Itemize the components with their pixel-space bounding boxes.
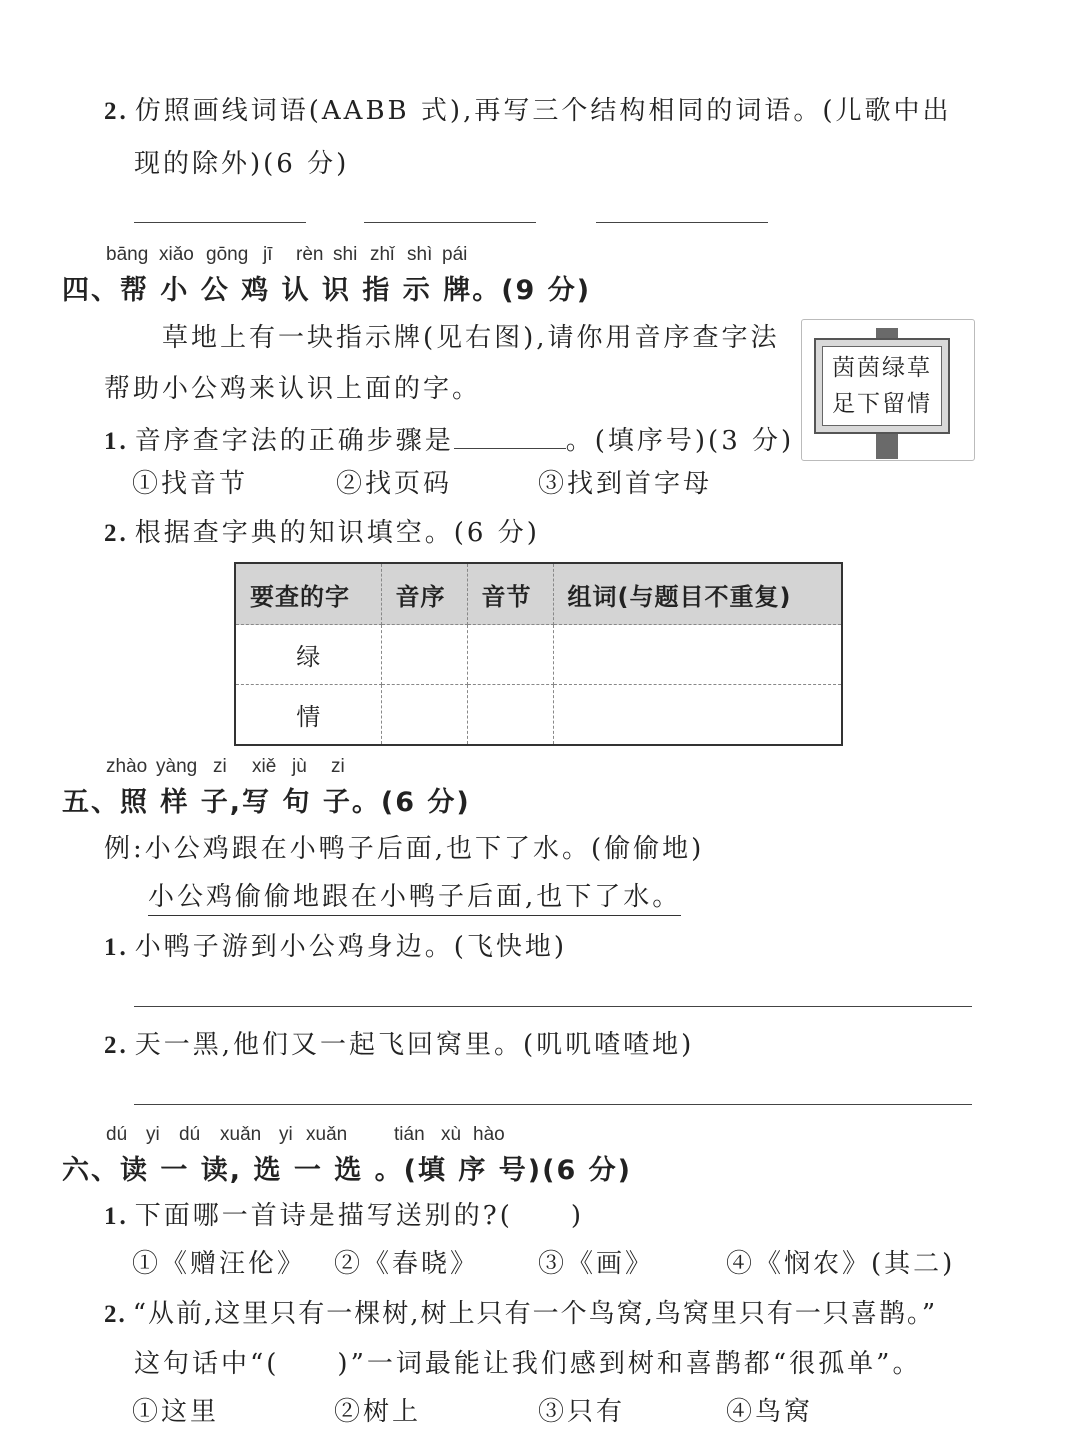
sec4-q1-text: 音序查字法的正确步骤是 [134, 426, 454, 456]
pinyin-syllable: zi [213, 756, 227, 777]
pinyin-syllable: xuǎn [220, 1124, 262, 1145]
sec4-q1-number: 1. [104, 428, 129, 455]
sec6-q1-option: ③《画》 [538, 1249, 655, 1279]
sec5-q2 [104, 1024, 694, 1061]
pinyin-syllable: zhào [106, 756, 148, 777]
pinyin-syllable: jù [292, 756, 307, 777]
q3-2-line1 [104, 90, 951, 127]
table-row [235, 625, 842, 685]
table-cell: 绿 [235, 625, 381, 685]
table-row [235, 685, 842, 746]
sec5-q1-text: 小鸭子游到小公鸡身边。(飞快地) [134, 932, 568, 962]
pinyin-syllable: xiě [252, 756, 277, 777]
sec6-heading: 六、读 一 读, 选 一 选 。(填 序 号)(6 分) [62, 1155, 633, 1186]
sec6-q1-option: ④《悯农》(其二) [726, 1249, 956, 1279]
sec5-example-answer [148, 876, 681, 913]
sec6-q2-line1 [104, 1293, 937, 1330]
table-cell-input[interactable] [467, 625, 553, 685]
sign-text-line1: 茵茵绿草 [832, 355, 932, 381]
sec6-q1-option: ①《赠汪伦》 [132, 1249, 307, 1279]
table-header: 要查的字 [235, 563, 381, 625]
table-cell-input[interactable] [553, 685, 842, 746]
sec6-q2-option: ①这里 [132, 1397, 220, 1427]
sec4-q1-answer-blank[interactable] [454, 426, 566, 449]
pinyin-syllable: yi [146, 1124, 160, 1145]
sec4-q1 [104, 420, 794, 457]
pinyin-syllable: xiǎo [159, 244, 194, 265]
pinyin-syllable: hào [473, 1124, 505, 1145]
sec4-q1-suffix: 。(填序号)(3 分) [565, 426, 795, 456]
sec5-q2-answer-line[interactable] [134, 1104, 972, 1105]
q3-2-number: 2. [104, 98, 129, 125]
sec4-q2-number: 2. [104, 520, 129, 547]
sec6-q2-option: ②树上 [334, 1397, 422, 1427]
pinyin-syllable: rèn [296, 244, 324, 265]
sec4-q2-text: 根据查字典的知识填空。(6 分) [134, 518, 540, 548]
sec5-q2-text: 天一黑,他们又一起飞回窝里。(叽叽喳喳地) [134, 1030, 695, 1060]
sec4-intro-line2: 帮助小公鸡来认识上面的字。 [104, 374, 482, 404]
q3-2-line2: 现的除外)(6 分) [134, 149, 350, 179]
table-cell-input[interactable] [381, 685, 467, 746]
sec5-q2-number: 2. [104, 1032, 129, 1059]
pinyin-syllable: tián [394, 1124, 425, 1145]
sec5-heading: 五、照 样 子,写 句 子。(6 分) [62, 787, 471, 818]
table-cell-input[interactable] [381, 625, 467, 685]
pinyin-syllable: dú [106, 1124, 128, 1145]
table-cell: 情 [235, 685, 381, 746]
table-cell-input[interactable] [467, 685, 553, 746]
sec6-q2-line2: 这句话中“( )”一词最能让我们感到树和喜鹊都“很孤单”。 [134, 1349, 922, 1379]
pinyin-syllable: jī [263, 244, 273, 265]
sec5-q1-number: 1. [104, 934, 129, 961]
sec5-q1 [104, 926, 567, 963]
table-header: 音序 [381, 563, 467, 625]
sec6-q2-number: 2. [104, 1301, 127, 1328]
pinyin-syllable: xuǎn [306, 1124, 348, 1145]
sec6-q1-text: 下面哪一首诗是描写送别的?( ) [134, 1201, 584, 1231]
table-header-row [235, 563, 842, 625]
pinyin-syllable: xù [441, 1124, 462, 1145]
pinyin-syllable: yi [279, 1124, 293, 1145]
sec4-intro-line1: 草地上有一块指示牌(见右图),请你用音序查字法 [162, 323, 780, 353]
sec6-q1-option: ②《春晓》 [334, 1249, 480, 1279]
sec6-q2-option: ③只有 [538, 1397, 626, 1427]
sign-text-line2: 足下留情 [832, 391, 932, 417]
sec4-heading: 四、帮 小 公 鸡 认 识 指 示 牌。(9 分) [62, 275, 592, 306]
pinyin-syllable: dú [179, 1124, 201, 1145]
table-header: 音节 [467, 563, 553, 625]
answer-blank-2[interactable] [364, 222, 536, 223]
pinyin-syllable: yàng [156, 756, 198, 777]
sec6-q2-option: ④鸟窝 [726, 1397, 814, 1427]
sec4-q1-option: ②找页码 [336, 469, 453, 499]
sec6-q2-text: “从前,这里只有一棵树,树上只有一个鸟窝,鸟窝里只有一只喜鹊。” [132, 1299, 938, 1329]
sec5-q1-answer-line[interactable] [134, 1006, 972, 1007]
sec6-q1-number: 1. [104, 1203, 129, 1230]
pinyin-syllable: zi [331, 756, 345, 777]
sec4-q1-option: ①找音节 [132, 469, 249, 499]
sec4-q1-option: ③找到首字母 [538, 469, 713, 499]
pinyin-syllable: bāng [106, 244, 149, 265]
pinyin-syllable: zhǐ [370, 244, 395, 265]
table-cell-input[interactable] [553, 625, 842, 685]
table-header: 组词(与题目不重复) [553, 563, 842, 625]
answer-blank-3[interactable] [596, 222, 768, 223]
q3-2-text: 仿照画线词语(AABB 式),再写三个结构相同的词语。(儿歌中出 [134, 96, 952, 126]
pinyin-syllable: shi [333, 244, 358, 265]
sec5-example-answer-text: 小公鸡偷偷地跟在小鸭子后面,也下了水。 [148, 882, 681, 916]
pinyin-syllable: shì [407, 244, 433, 265]
sec5-example: 例:小公鸡跟在小鸭子后面,也下了水。(偷偷地) [104, 834, 705, 864]
sec6-q1 [104, 1195, 584, 1232]
sec4-q2 [104, 512, 540, 549]
pinyin-syllable: pái [442, 244, 468, 265]
pinyin-syllable: gōng [206, 244, 249, 265]
sign-board [814, 338, 950, 434]
answer-blank-1[interactable] [134, 222, 306, 223]
dictionary-table [234, 562, 843, 746]
